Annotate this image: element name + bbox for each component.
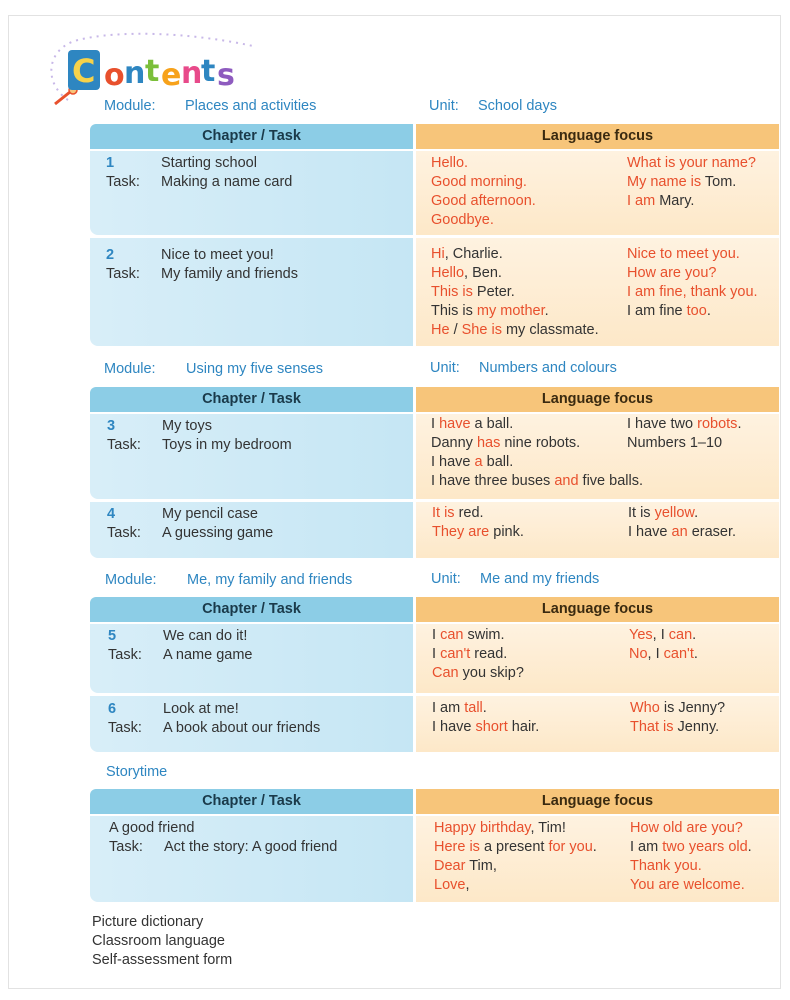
title-letter-n2: n: [181, 56, 203, 91]
footer-item-classroom-language: Classroom language: [92, 933, 225, 949]
phrase: Who is Jenny?: [630, 700, 726, 716]
contents-title: [68, 50, 238, 92]
module-label: Module:: [104, 98, 156, 114]
phrase: I can't read.: [432, 646, 508, 662]
title-letter-t: t: [145, 54, 160, 89]
phrase: I have a ball.: [431, 416, 514, 432]
phrase: Numbers 1–10: [627, 435, 723, 451]
chapter-title: We can do it!: [163, 628, 248, 644]
title-letter-c: C: [72, 52, 96, 90]
phrase: What is your name?: [627, 155, 756, 171]
chapter-number: 6: [108, 701, 117, 717]
task-label: Task:: [108, 647, 142, 663]
title-letter-e: e: [161, 58, 182, 93]
unit-label: Unit:: [429, 98, 459, 114]
module-name: Me, my family and friends: [187, 572, 353, 588]
chapter-number: 3: [107, 418, 116, 434]
footer-item-self-assessment-form: Self-assessment form: [92, 952, 233, 968]
phrase: I have short hair.: [432, 719, 540, 735]
phrase: I can swim.: [432, 627, 505, 643]
unit-name: School days: [478, 98, 557, 114]
phrase: Here is a present for you.: [434, 839, 597, 855]
chapter-row-1: [90, 151, 413, 235]
phrase: Yes, I can.: [629, 627, 697, 643]
chapter-row-5: [90, 624, 413, 693]
unit-heading-2: [430, 360, 617, 376]
phrase: It is red.: [432, 505, 484, 521]
module-heading-3: [105, 572, 353, 588]
storytime-row: [90, 816, 413, 902]
phrase: He / She is my classmate.: [431, 322, 599, 338]
phrase: No, I can't.: [629, 646, 698, 662]
module-name: Using my five senses: [186, 361, 323, 377]
task-label: Task:: [106, 174, 140, 190]
phrase: I am fine too.: [627, 303, 711, 319]
chapter-row-3: [90, 414, 413, 499]
unit-name: Me and my friends: [480, 571, 600, 587]
chapter-task: Act the story: A good friend: [164, 839, 338, 855]
chapter-number: 2: [106, 247, 115, 263]
phrase: I am Mary.: [627, 193, 695, 209]
language-focus-6: [416, 696, 779, 752]
phrase: I have an eraser.: [628, 524, 737, 540]
phrase: Good morning.: [431, 174, 527, 190]
language-focus-4: [416, 502, 779, 558]
header-language-focus: Language focus: [416, 789, 779, 814]
task-label: Task:: [106, 266, 140, 282]
chapter-title: Nice to meet you!: [161, 247, 274, 263]
phrase: Hi, Charlie.: [431, 246, 503, 262]
chapter-task: Making a name card: [161, 174, 293, 190]
phrase: This is Peter.: [431, 284, 515, 300]
phrase: I have two robots.: [627, 416, 742, 432]
chapter-row-6: [90, 696, 413, 752]
task-label: Task:: [109, 839, 143, 855]
chapter-task: A name game: [163, 647, 253, 663]
phrase: Hello.: [431, 155, 469, 171]
footer-item-picture-dictionary: Picture dictionary: [92, 914, 204, 930]
phrase: I am fine, thank you.: [627, 284, 758, 300]
language-focus-storytime: [416, 816, 779, 902]
chapter-title: A good friend: [109, 820, 195, 836]
header-language-focus: Language focus: [416, 597, 779, 622]
phrase: This is my mother.: [431, 303, 549, 319]
header-chapter-task: Chapter / Task: [90, 387, 413, 412]
storytime-heading: Storytime: [106, 764, 168, 780]
phrase: I have a ball.: [431, 454, 514, 470]
task-label: Task:: [107, 525, 141, 541]
phrase: Danny has nine robots.: [431, 435, 581, 451]
phrase: Thank you.: [630, 858, 702, 874]
chapter-number: 1: [106, 155, 115, 171]
chapter-task: Toys in my bedroom: [162, 437, 292, 453]
phrase: It is yellow.: [628, 505, 699, 521]
unit-label: Unit:: [431, 571, 461, 587]
module-heading-1: [104, 98, 317, 114]
chapter-title: Look at me!: [163, 701, 239, 717]
phrase: How are you?: [627, 265, 717, 281]
module-name: Places and activities: [185, 98, 317, 114]
module-label: Module:: [105, 572, 157, 588]
phrase: Nice to meet you.: [627, 246, 740, 262]
phrase: Happy birthday, Tim!: [434, 820, 566, 836]
module-label: Module:: [104, 361, 156, 377]
phrase: Hello, Ben.: [431, 265, 502, 281]
phrase: I am tall.: [432, 700, 487, 716]
chapter-number: 5: [108, 628, 117, 644]
header-chapter-task: Chapter / Task: [90, 124, 413, 149]
title-letter-n: n: [124, 56, 146, 91]
chapter-row-2: [90, 238, 413, 346]
language-focus-2: [416, 238, 779, 346]
chapter-task: A guessing game: [162, 525, 274, 541]
phrase: Dear Tim,: [434, 858, 497, 874]
phrase: My name is Tom.: [627, 174, 737, 190]
title-letter-o: o: [104, 58, 125, 93]
chapter-title: My toys: [162, 418, 212, 434]
phrase: That is Jenny.: [630, 719, 720, 735]
phrase: Good afternoon.: [431, 193, 536, 209]
title-letter-s: s: [217, 58, 235, 93]
language-focus-5: [416, 624, 779, 693]
unit-name: Numbers and colours: [479, 360, 617, 376]
chapter-row-4: [90, 502, 413, 558]
module-heading-2: [104, 361, 323, 377]
header-chapter-task: Chapter / Task: [90, 597, 413, 622]
task-label: Task:: [107, 437, 141, 453]
phrase: Can you skip?: [432, 665, 524, 681]
header-chapter-task: Chapter / Task: [90, 789, 413, 814]
unit-heading-3: [431, 571, 600, 587]
header-language-focus: Language focus: [416, 124, 779, 149]
header-language-focus: Language focus: [416, 387, 779, 412]
chapter-task: A book about our friends: [163, 720, 321, 736]
task-label: Task:: [108, 720, 142, 736]
unit-label: Unit:: [430, 360, 460, 376]
chapter-number: 4: [107, 506, 116, 522]
phrase: You are welcome.: [630, 877, 745, 893]
phrase: I have three buses and five balls.: [431, 473, 644, 489]
language-focus-3: [416, 414, 779, 499]
phrase: Goodbye.: [431, 212, 494, 228]
unit-heading-1: [429, 98, 557, 114]
chapter-task: My family and friends: [161, 266, 298, 282]
chapter-title: Starting school: [161, 155, 257, 171]
title-letter-t2: t: [201, 54, 216, 89]
phrase: Love,: [434, 877, 470, 893]
phrase: They are pink.: [432, 524, 524, 540]
phrase: I am two years old.: [630, 839, 752, 855]
phrase: How old are you?: [630, 820, 743, 836]
chapter-title: My pencil case: [162, 506, 258, 522]
language-focus-1: [416, 151, 779, 235]
